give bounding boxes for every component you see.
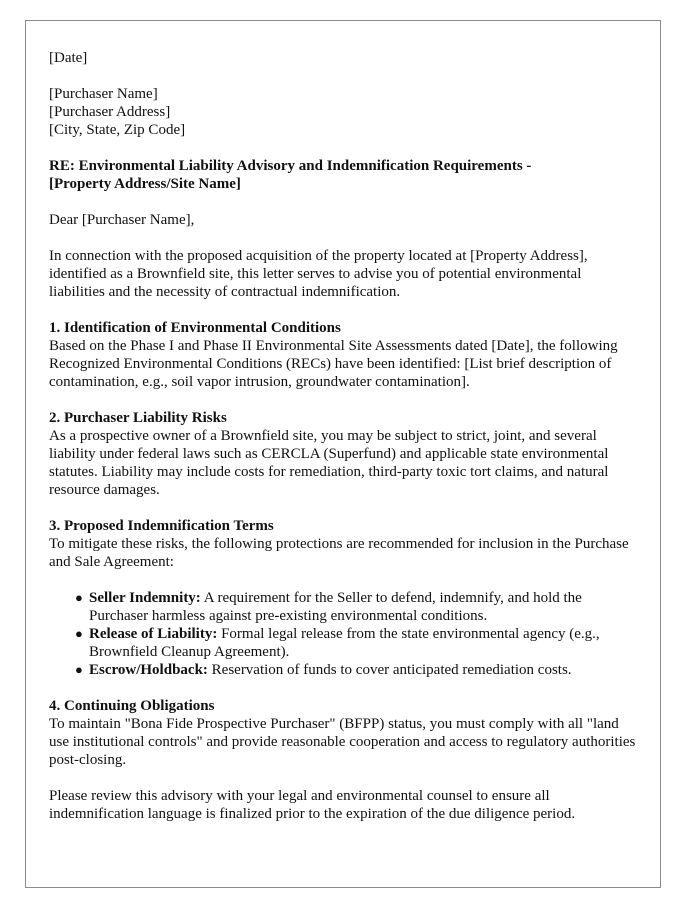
subject-line [49, 157, 639, 193]
intro-paragraph: In connection with the proposed acquisition of the property located at [Property Address], identified as a Brownfield site, this letter serves to advise you of potential environmental liabilities and the necessity of contractual indemnification. [49, 248, 588, 300]
recipient-address: [Purchaser Address] [49, 104, 171, 120]
list-item-label: Release of Liability: [89, 626, 218, 642]
bullet-icon: ● [75, 626, 83, 641]
indemnification-list [49, 589, 639, 679]
section-heading: 1. Identification of Environmental Conditions [49, 320, 341, 336]
section-body: To mitigate these risks, the following protections are recommended for inclusion in the Purchase and Sale Agreement: [49, 536, 629, 570]
section-body: To maintain "Bona Fide Prospective Purchaser" (BFPP) status, you must comply with all "land use institutional controls" and provide reasonable cooperation and access to regulatory authorities post-closing. [49, 716, 636, 768]
list-item-text: A requirement for the Seller to defend, indemnify, and hold the Purchaser harmless against pre-existing environmental conditions. [89, 590, 582, 624]
subject-line-1: RE: Environmental Liability Advisory and Indemnification Requirements - [49, 158, 532, 174]
section-heading: 4. Continuing Obligations [49, 698, 215, 714]
section-purchaser-liability-risks [49, 409, 639, 499]
list-item-label: Seller Indemnity: [89, 590, 201, 606]
section-body: Based on the Phase I and Phase II Environmental Site Assessments dated [Date], the following Recognized Environmental Conditions (RECs) have been identified: [List brief description of contamination, e.g., soil vapor intrusion, groundwater contamination]. [49, 338, 618, 390]
recipient-block [49, 85, 639, 139]
subject-line-2: [Property Address/Site Name] [49, 176, 241, 192]
section-heading: 3. Proposed Indemnification Terms [49, 518, 274, 534]
closing-paragraph: Please review this advisory with your legal and environmental counsel to ensure all indemnification language is finalized prior to the expiration of the due diligence period. [49, 788, 576, 822]
letter-content [49, 49, 639, 823]
letter-page [25, 20, 661, 888]
salutation: Dear [Purchaser Name], [49, 212, 195, 228]
list-item-label: Escrow/Holdback: [89, 662, 208, 678]
list-item [75, 661, 639, 679]
list-item-text: Reservation of funds to cover anticipated remediation costs. [207, 662, 572, 678]
section-body: As a prospective owner of a Brownfield site, you may be subject to strict, joint, and several liability under federal laws such as CERCLA (Superfund) and applicable state environmental statutes. Liability may include costs for remediation, third-party toxic tort claims, and natural resource damages. [49, 428, 609, 498]
recipient-name: [Purchaser Name] [49, 86, 158, 102]
section-environmental-conditions [49, 319, 639, 391]
section-heading: 2. Purchaser Liability Risks [49, 410, 227, 426]
list-item-text: Formal legal release from the state environmental agency (e.g., Brownfield Cleanup Agreement). [89, 626, 600, 660]
section-continuing-obligations [49, 697, 639, 769]
section-indemnification-terms [49, 517, 639, 571]
recipient-city-state-zip: [City, State, Zip Code] [49, 122, 186, 138]
bullet-icon: ● [75, 590, 83, 605]
bullet-icon: ● [75, 662, 83, 677]
list-item [75, 589, 639, 625]
list-item [75, 625, 639, 661]
letter-date: [Date] [49, 50, 88, 66]
